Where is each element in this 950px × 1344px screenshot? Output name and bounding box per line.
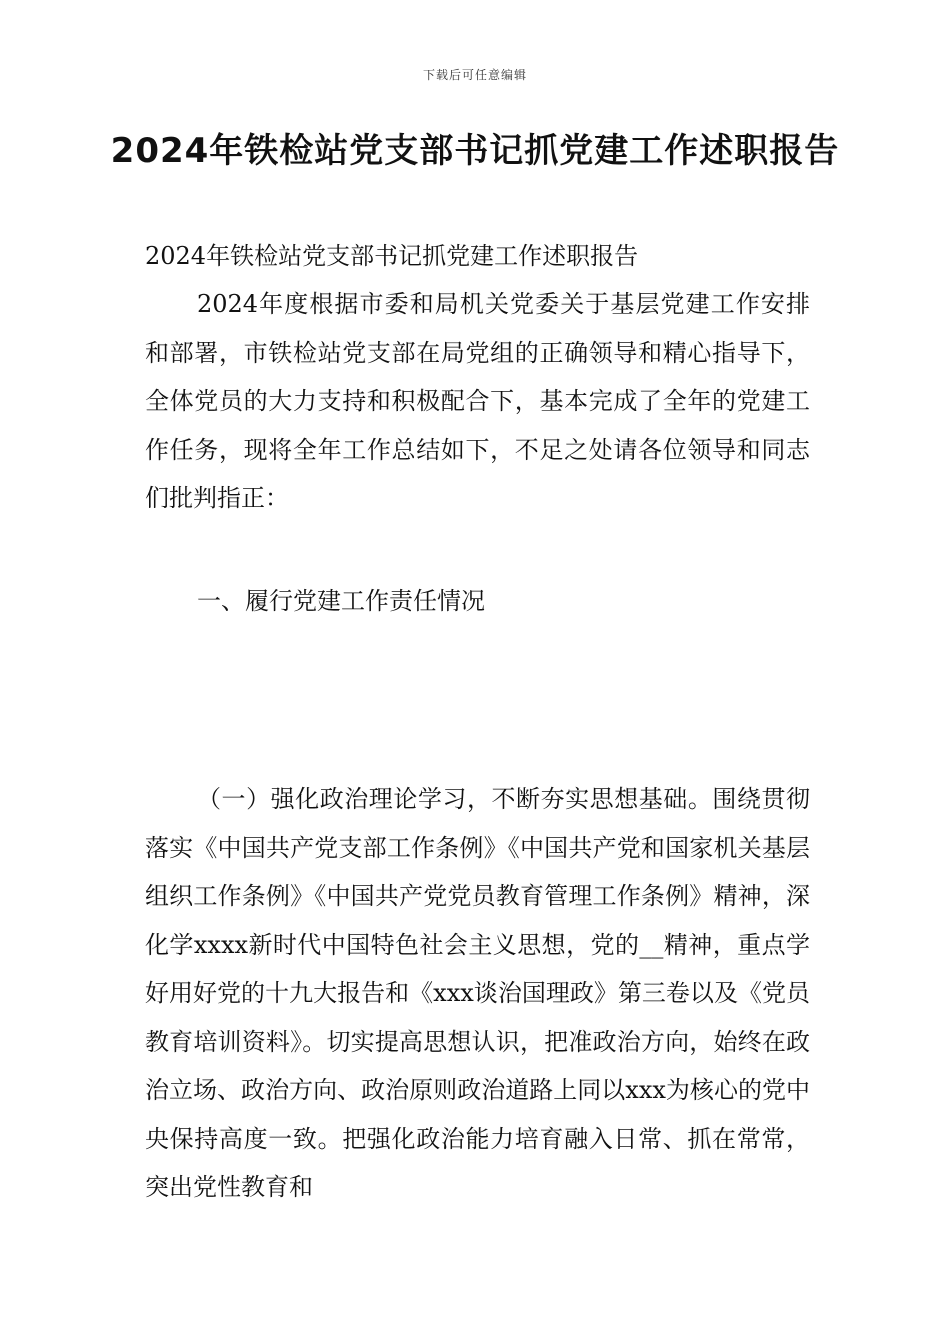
section-heading: 一、履行党建工作责任情况 xyxy=(197,587,485,615)
header-note: 下载后可任意编辑 xyxy=(422,68,527,82)
section1-paragraph: （一）强化政治理论学习，不断夯实思想基础。围绕贯彻落实《中国共产党支部工作条例》《中国共产党和国家机关基层组织工作条例》《中国共产党党员教育管理工作条例》精神，深化学xxxx新时代中国特色社会主义思想，党的__精神，重点学好用好党的十九大报告和《xxx谈治国理政》第三卷以及《党员教育培训资料》。切实提高思想认识，把准政治方向，始终在政治立场、政治方向、政治原则政治道路上同以xxx为核心的党中央保持高度一致。把强化政治能力培育融入日常、抓在常常，突出党性教育和 xyxy=(145,785,810,1201)
intro-paragraph: 2024年度根据市委和局机关党委关于基层党建工作安排和部署，市铁检站党支部在局党组的正确领导和精心指导下，全体党员的大力支持和积极配合下，基本完成了全年的党建工作任务，现将全年工作总结如下，不足之处请各位领导和同志们批判指正： xyxy=(145,290,810,512)
document-title: 2024年铁检站党支部书记抓党建工作述职报告 xyxy=(110,131,840,171)
document-subtitle: 2024年铁检站党支部书记抓党建工作述职报告 xyxy=(145,242,639,270)
